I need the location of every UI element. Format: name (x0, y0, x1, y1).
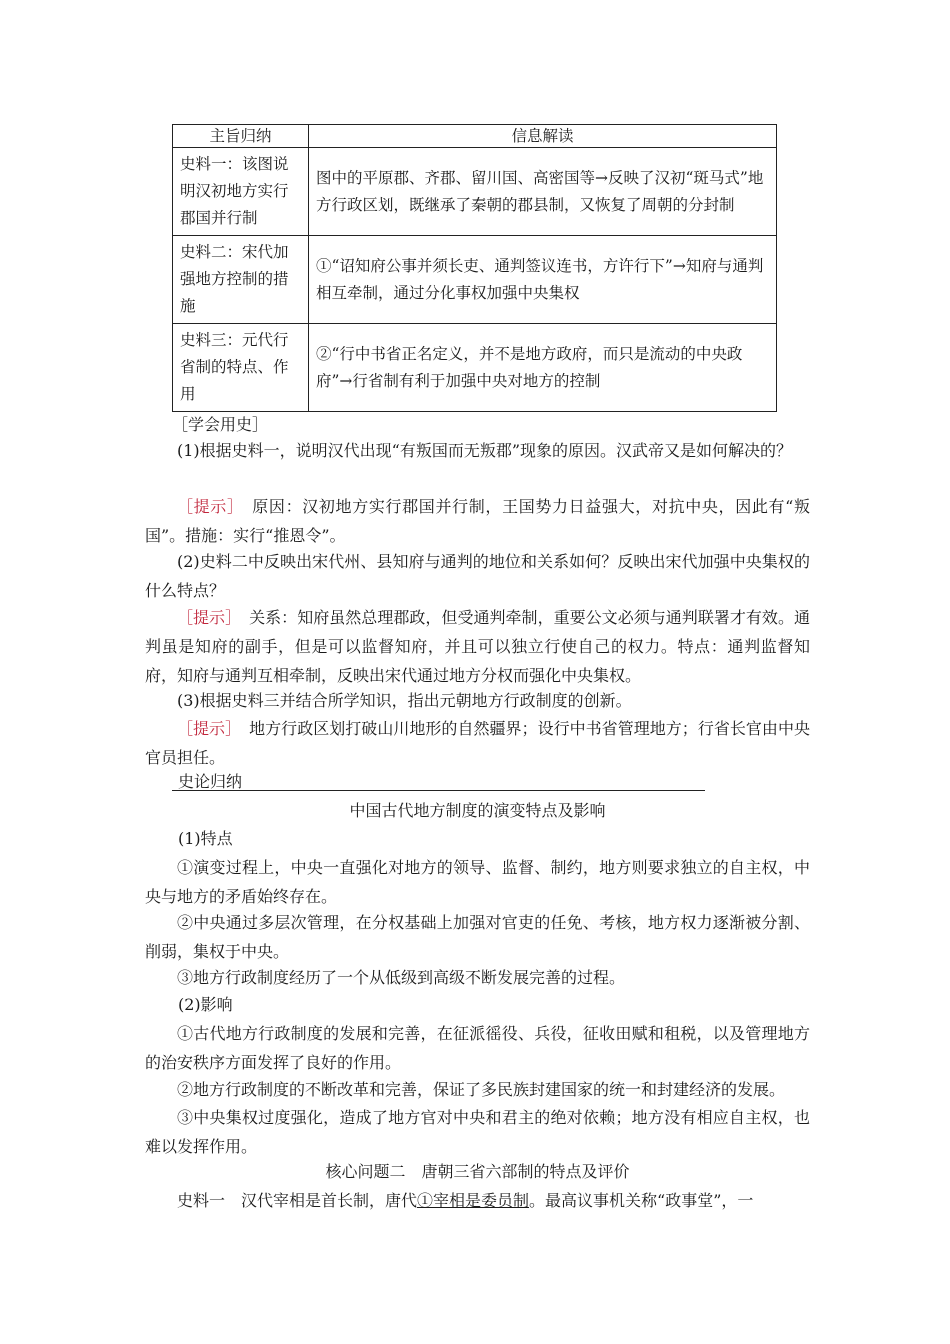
question-3: (3)根据史料三并结合所学知识，指出元朝地方行政制度的创新。 (177, 691, 632, 710)
table-header: 主旨归纳 (173, 125, 309, 148)
table-header: 信息解读 (309, 125, 777, 148)
section-label-xuehui: ［学会用史］ (172, 415, 269, 434)
info-table (172, 124, 777, 412)
hint-label: ［提示］ (177, 497, 236, 516)
last-suffix: 。最高议事机关称“政事堂”，一 (529, 1191, 754, 1210)
table-cell: 史料一：该图说明汉初地方实行郡国并行制 (173, 148, 309, 236)
table-row (173, 324, 777, 412)
table-row (173, 148, 777, 236)
table-cell: 史料二：宋代加强地方控制的措施 (173, 236, 309, 324)
yingxiang-3: ③中央集权过度强化，造成了地方官对中央和君主的绝对依赖；地方没有相应自主权，也难以发挥作用。 (145, 1108, 810, 1156)
last-paragraph (145, 1186, 810, 1215)
answer-3 (145, 714, 810, 772)
underlined-phrase: ①宰相是委员制 (417, 1191, 530, 1210)
table-cell: ②“行中书省正名定义，并不是地方政府，而只是流动的中央政府”→行省制有利于加强中央对地方的控制 (309, 324, 777, 412)
answer-1 (145, 492, 810, 550)
answer-2 (145, 603, 810, 690)
hint-label: ［提示］ (177, 719, 234, 738)
table-header-row (173, 125, 777, 148)
answer-text: 关系：知府虽然总理郡政，但受通判牵制，重要公文必须与通判联署才有效。通判虽是知府的副手，但是可以监督知府，并且可以独立行使自己的权力。特点：通判监督知府，知府与通判互相牵制，反映出宋代通过地方分权而强化中央集权。 (145, 608, 810, 685)
question-2: (2)史料二中反映出宋代州、县知府与通判的地位和关系如何？反映出宋代加强中央集权的什么特点？ (145, 552, 810, 600)
yingxiang-1: ①古代地方行政制度的发展和完善，在征派徭役、兵役，征收田赋和租税，以及管理地方的治安秩序方面发挥了良好的作用。 (145, 1024, 810, 1072)
section-subtitle: 中国古代地方制度的演变特点及影响 (349, 801, 606, 820)
table-cell: ①“诏知府公事并须长吏、通判签议连书，方许行下”→知府与通判相互牵制，通过分化事权加强中央集权 (309, 236, 777, 324)
label-tedian: (1)特点 (178, 829, 233, 848)
answer-text: 地方行政区划打破山川地形的自然疆界；设行中书省管理地方；行省长官由中央官员担任。 (145, 719, 810, 767)
tedian-1: ①演变过程上，中央一直强化对地方的领导、监督、制约，地方则要求独立的自主权，中央与地方的矛盾始终存在。 (145, 858, 810, 906)
answer-text: 原因：汉初地方实行郡国并行制，王国势力日益强大，对抗中央，因此有“叛国”。措施：实行“推恩令”。 (145, 497, 810, 545)
tedian-3: ③地方行政制度经历了一个从低级到高级不断发展完善的过程。 (177, 968, 626, 987)
table-cell: 史料三：元代行省制的特点、作用 (173, 324, 309, 412)
hint-label: ［提示］ (177, 608, 234, 627)
label-yingxiang: (2)影响 (178, 995, 233, 1014)
tedian-2: ②中央通过多层次管理，在分权基础上加强对官吏的任免、考核，地方权力逐渐被分割、削弱，集权于中央。 (145, 913, 810, 961)
yingxiang-2: ②地方行政制度的不断改革和完善，保证了多民族封建国家的统一和封建经济的发展。 (177, 1080, 786, 1099)
table-row (173, 236, 777, 324)
question-1: (1)根据史料一，说明汉代出现“有叛国而无叛郡”现象的原因。汉武帝又是如何解决的？ (177, 441, 793, 460)
divider (172, 790, 705, 791)
core-question-title: 核心问题二 唐朝三省六部制的特点及评价 (325, 1162, 630, 1181)
last-prefix: 史料一 汉代宰相是首长制，唐代 (177, 1191, 418, 1210)
table-cell: 图中的平原郡、齐郡、留川国、高密国等→反映了汉初“斑马式”地方行政区划，既继承了秦朝的郡县制，又恢复了周朝的分封制 (309, 148, 777, 236)
section-label-shilun: 史论归纳 (178, 772, 243, 791)
